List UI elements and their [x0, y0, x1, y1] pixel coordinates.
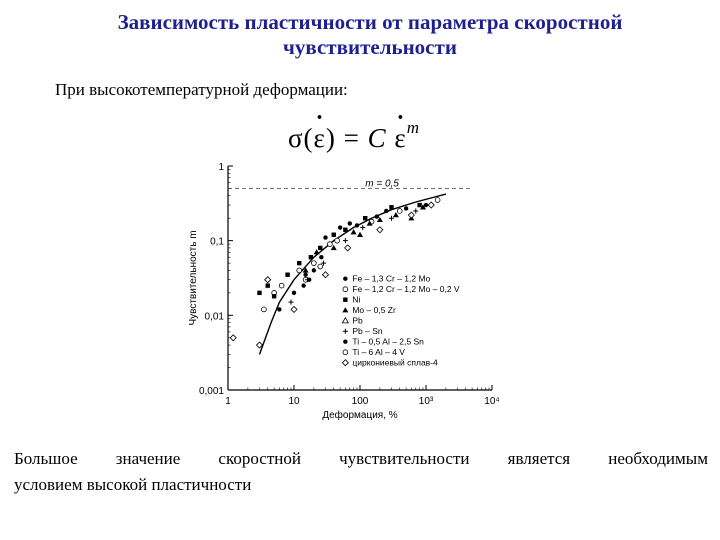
data-point [389, 205, 393, 209]
data-point [303, 273, 307, 277]
x-tick-label: 10³ [418, 396, 434, 407]
data-point [384, 209, 388, 213]
data-point [417, 203, 421, 207]
data-point [297, 261, 301, 265]
data-point [328, 242, 333, 247]
data-point [343, 228, 347, 232]
data-point [355, 223, 359, 227]
legend-marker [343, 350, 348, 355]
data-point [311, 261, 316, 266]
conclusion-word: Большое [14, 449, 78, 468]
formula-eps-dot-2: · ε [394, 123, 406, 153]
legend-entry: Fe – 1,2 Cr – 1,2 Mo – 0,2 V [352, 284, 460, 295]
data-point [319, 255, 323, 259]
data-point [322, 272, 328, 278]
y-tick-label: 0,01 [204, 311, 224, 323]
data-point [360, 225, 365, 230]
legend-entry: Ti – 6 Al – 4 V [352, 347, 405, 358]
legend-marker [342, 318, 348, 323]
conclusion-word: необходимым [608, 449, 708, 468]
formula-exponent: m [406, 118, 420, 137]
data-point [351, 229, 357, 234]
legend-entry: Pb – Sn [352, 326, 383, 337]
plasticity-chart [180, 158, 510, 428]
data-point [343, 238, 348, 243]
legend-entry: Mo – 0,5 Zr [352, 305, 396, 316]
data-point [318, 246, 322, 250]
data-point [318, 264, 323, 269]
data-point [323, 235, 327, 239]
data-point [272, 294, 276, 298]
legend-marker [343, 287, 348, 292]
legend-marker [342, 307, 348, 312]
data-point [435, 198, 440, 203]
data-point [266, 283, 270, 287]
legend-entry: Fe – 1,3 Cr – 1,2 Mo [352, 273, 431, 284]
conclusion-word: чувствительности [339, 449, 470, 468]
data-point [292, 291, 296, 295]
data-point [309, 255, 313, 259]
y-tick-label: 0,001 [198, 386, 224, 397]
y-axis-label: Чувствительность m [188, 230, 199, 326]
data-point [257, 291, 261, 295]
conclusion-line-1 [14, 446, 708, 472]
conclusion-line-2: условием высокой пластичности [14, 475, 252, 494]
data-point [230, 335, 236, 341]
data-point [297, 268, 302, 273]
legend-marker [343, 298, 347, 302]
data-point [291, 306, 297, 312]
reference-line-label: m = 0,5 [365, 178, 399, 190]
x-tick-label: 10⁴ [484, 396, 500, 407]
data-point [375, 214, 379, 218]
legend-entry: циркониевый сплав-4 [352, 357, 438, 368]
data-point [348, 221, 352, 225]
x-tick-label: 100 [351, 396, 369, 407]
data-point [288, 300, 293, 305]
data-point [285, 273, 289, 277]
data-point [312, 268, 316, 272]
x-tick-label: 10 [288, 396, 300, 407]
legend-marker [343, 277, 347, 281]
legend-entry: Ti – 0,5 Al – 2,5 Sn [352, 336, 424, 347]
x-axis-label: Деформация, % [322, 410, 398, 421]
y-tick-label: 0,1 [210, 236, 224, 248]
legend-marker [343, 340, 347, 344]
data-point [335, 238, 340, 243]
x-tick-label: 1 [225, 396, 231, 407]
data-point [262, 307, 267, 312]
data-point [301, 283, 305, 287]
data-point [377, 227, 383, 233]
data-point [279, 283, 284, 288]
data-point [338, 225, 342, 229]
legend-entry: Ni [352, 294, 361, 305]
formula-eps-dot: · ε [314, 123, 326, 153]
data-point [424, 203, 428, 207]
data-point [345, 245, 351, 251]
data-point [332, 233, 336, 237]
formula-constant: C [367, 123, 387, 153]
data-point [408, 212, 414, 218]
legend-marker [343, 329, 348, 334]
data-point [265, 277, 271, 283]
legend-marker [342, 360, 348, 366]
data-point [428, 202, 434, 208]
formula [288, 118, 420, 154]
data-point [357, 232, 363, 237]
slide-subtitle: При высокотемпературной деформации: [55, 80, 348, 99]
data-point [404, 206, 408, 210]
y-tick-label: 1 [218, 162, 224, 173]
formula-sigma: σ( [288, 123, 314, 153]
data-point [413, 208, 418, 213]
slide-title: Зависимость пластичности от параметра скоростной чувствительности [117, 10, 623, 59]
data-point [389, 216, 394, 221]
conclusion-text [14, 446, 708, 498]
data-point [277, 307, 281, 311]
conclusion-word: значение [115, 449, 181, 468]
conclusion-word: является [507, 449, 571, 468]
legend-entry: Pb [352, 315, 363, 326]
data-point [397, 209, 402, 214]
data-point [363, 216, 367, 220]
formula-rhs: ) = [325, 123, 368, 153]
conclusion-word: скоростной [218, 449, 301, 468]
